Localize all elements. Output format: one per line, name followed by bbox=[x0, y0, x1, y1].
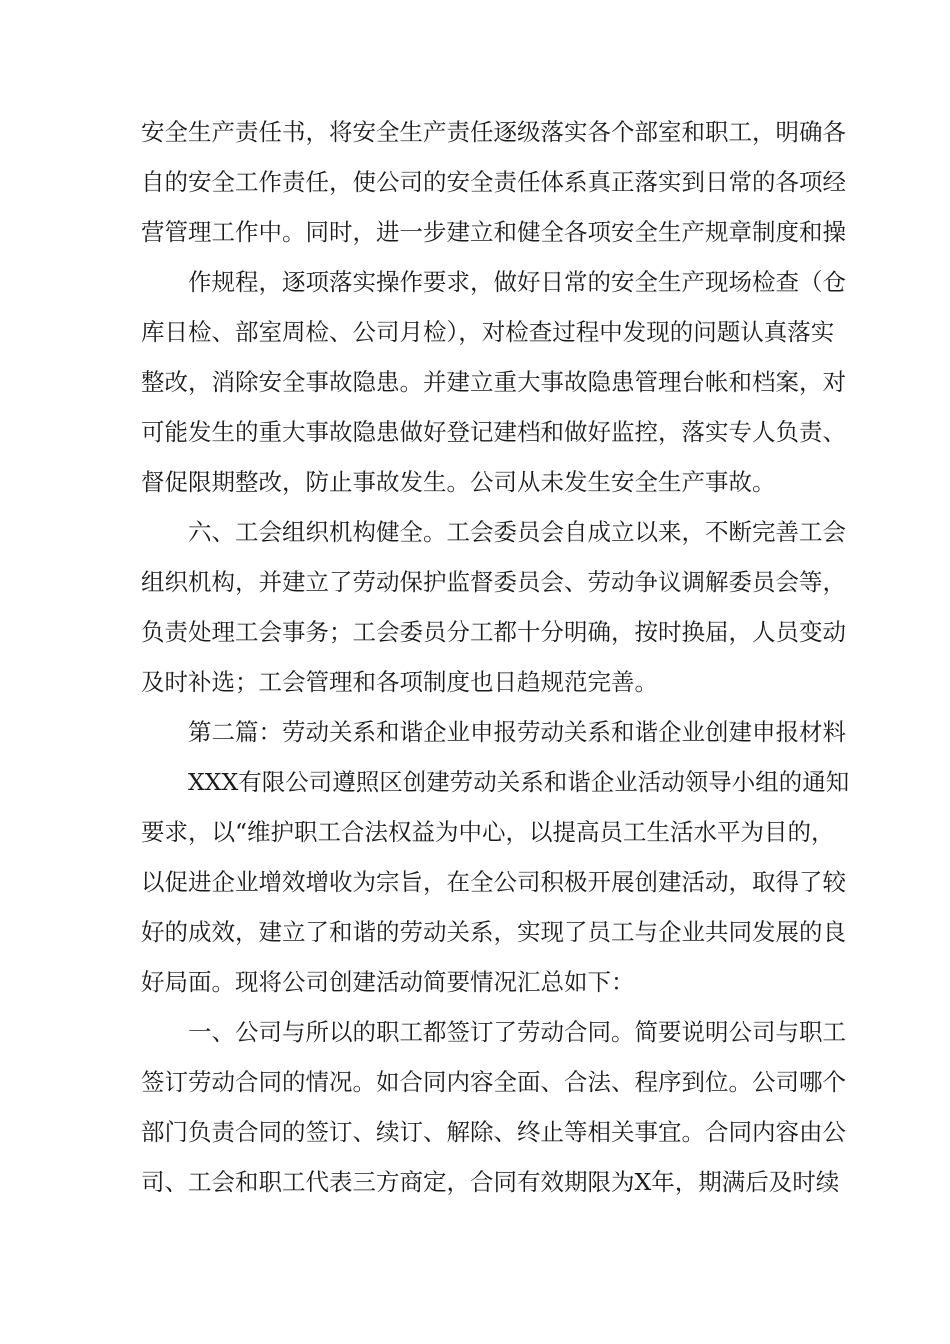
paragraph-start-line: 六、工会组织机构健全。工会委员会自成立以来，不断完善工会 bbox=[188, 518, 846, 546]
text-line: 库日检、部室周检、公司月检），对检查过程中发现的问题认真落实 bbox=[141, 318, 835, 346]
text-line: 以促进企业增效增收为宗旨，在全公司积极开展创建活动，取得了较 bbox=[141, 868, 846, 896]
section-heading: 第二篇：劳动关系和谐企业申报劳动关系和谐企业创建申报材料 bbox=[188, 718, 846, 746]
text-line: 负责处理工会事务；工会委员分工都十分明确，按时换届，人员变动 bbox=[141, 618, 846, 646]
text-line: 及时补选；工会管理和各项制度也日趋规范完善。 bbox=[141, 668, 658, 696]
paragraph-start-line: XXX有限公司遵照区创建劳动关系和谐企业活动领导小组的通知 bbox=[188, 768, 850, 796]
paragraph-start-line: 一、公司与所以的职工都签订了劳动合同。简要说明公司与职工 bbox=[188, 1018, 846, 1046]
text-line: 可能发生的重大事故隐患做好登记建档和做好监控，落实专人负责、 bbox=[141, 418, 846, 446]
text-line: 部门负责合同的签订、续订、解除、终止等相关事宜。合同内容由公 bbox=[141, 1118, 846, 1146]
text-line: 好局面。现将公司创建活动简要情况汇总如下： bbox=[141, 968, 635, 996]
text-line: 自的安全工作责任，使公司的安全责任体系真正落实到日常的各项经 bbox=[141, 168, 846, 196]
text-line: 签订劳动合同的情况。如合同内容全面、合法、程序到位。公司哪个 bbox=[141, 1068, 846, 1096]
text-line: 督促限期整改，防止事故发生。公司从未发生安全生产事故。 bbox=[141, 468, 776, 496]
text-line: 司、工会和职工代表三方商定，合同有效期限为X年，期满后及时续 bbox=[141, 1168, 840, 1196]
text-line: 作规程，逐项落实操作要求，做好日常的安全生产现场检查（仓 bbox=[188, 268, 846, 296]
text-line: 组织机构，并建立了劳动保护监督委员会、劳动争议调解委员会等， bbox=[141, 568, 846, 596]
text-line: 安全生产责任书，将安全生产责任逐级落实各个部室和职工，明确各 bbox=[141, 118, 846, 146]
text-line: 营管理工作中。同时，进一步建立和健全各项安全生产规章制度和操 bbox=[141, 218, 846, 246]
text-line: 好的成效，建立了和谐的劳动关系，实现了员工与企业共同发展的良 bbox=[141, 918, 846, 946]
text-line: 要求，以“维护职工合法权益为中心，以提高员工生活水平为目的， bbox=[141, 818, 835, 846]
text-line: 整改，消除安全事故隐患。并建立重大事故隐患管理台帐和档案，对 bbox=[141, 368, 846, 396]
